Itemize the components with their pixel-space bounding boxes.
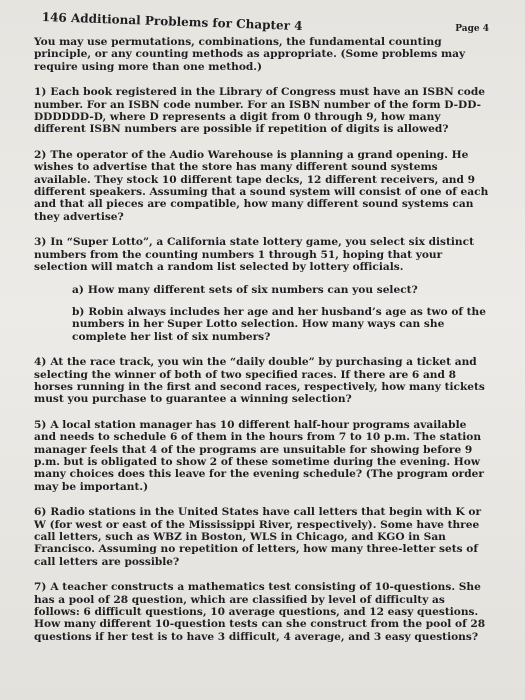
problem-number: 6): [34, 506, 47, 519]
problem-number: 4): [34, 356, 47, 369]
problem-number: 3): [34, 236, 47, 249]
problem-3-part-a: [72, 284, 489, 296]
problem-body: Each book registered in the Library of Congress must have an ISBN code number. For an ISBN code number. For an ISBN number of the form D-DD-DDDDDD-D, where D represents a digit from 0 through 9, how many different ISBN numbers are possible if repetition of digits is allowed?: [34, 86, 486, 136]
problem-1: [34, 86, 489, 136]
problem-number: 5): [34, 418, 47, 431]
problem-text: [34, 236, 489, 273]
subpart-text: [72, 306, 489, 343]
problem-5: [34, 419, 489, 493]
subpart-text: [72, 284, 489, 296]
problem-number: 1): [34, 86, 47, 99]
problem-text: [34, 506, 489, 568]
subpart-label: a): [72, 283, 84, 296]
subpart-body: Robin always includes her age and her husband’s age as two of the numbers in her Super Lotto selection. How many ways can she complete her list of six numbers?: [72, 305, 487, 343]
problem-2: [34, 149, 489, 223]
problem-body: A local station manager has 10 different half-hour programs available and needs to schedule 6 of them in the hours from 7 to 10 p.m. The station manager feels that 4 of the programs are unsuitable for showing before 9 p.m. but is obligated to show 2 of these sometime during the evening. How many choices does this leave for the evening schedule? (The program order may be important.): [34, 418, 484, 493]
problem-body: Radio stations in the United States have call letters that begin with K or W (for west or east of the Mississippi River, respectively). Some have three call letters, such as WBZ in Boston, WLS in Chicago, and KGO in San Francisco. Assuming no repetition of letters, how many three-letter sets of call letters are possible?: [34, 506, 482, 568]
page-number: Page 4: [455, 24, 489, 34]
page-header: [34, 10, 489, 32]
problem-body: At the race track, you win the “daily double” by purchasing a ticket and selecting the winner of both of two specified races. If there are 6 and 8 horses running in the first and second races, respectively, how many tickets must you purchase to guarantee a winning selection?: [34, 356, 485, 406]
problem-text: [34, 581, 489, 643]
subpart-body: How many different sets of six numbers can you select?: [87, 283, 418, 296]
problem-3-part-b: [72, 306, 489, 343]
problem-body: In “Super Lotto”, a California state lottery game, you select six distinct numbers from the counting numbers 1 through 51, hoping that your selection will match a random list selected by lottery officials.: [34, 236, 474, 274]
subpart-label: b): [72, 305, 85, 318]
problem-6: [34, 506, 489, 568]
problem-4: [34, 356, 489, 406]
problem-body: The operator of the Audio Warehouse is planning a grand opening. He wishes to advertise that the store has many different sound systems available. They stock 10 different tape decks, 12 different receivers, and 9 different speakers. Assuming that a sound system will consist of one of each and that all pieces are compatible, how many different sound systems can they advertise?: [34, 148, 489, 223]
problem-body: A teacher constructs a mathematics test consisting of 10-questions. She has a pool of 28 question, which are classified by level of difficulty as follows: 6 difficult questions, 10 average questions, and 12 easy questions. How many different 10-question tests can she construct from the pool of 28 questions if her test is to have 3 difficult, 4 average, and 3 easy questions?: [34, 581, 486, 643]
problem-text: [34, 86, 489, 136]
problem-text: [34, 149, 489, 223]
problem-7: [34, 581, 489, 643]
problem-number: 7): [34, 581, 47, 594]
problem-number: 2): [34, 148, 47, 161]
problem-text: [34, 356, 489, 406]
instructions: You may use permutations, combinations, the fundamental counting principle, or any counting methods as appropriate. (Some problems may require using more than one method.): [34, 36, 466, 73]
problem-text: [34, 419, 489, 493]
chapter-title: 146 Additional Problems for Chapter 4: [41, 10, 303, 34]
problem-3: [34, 236, 489, 343]
